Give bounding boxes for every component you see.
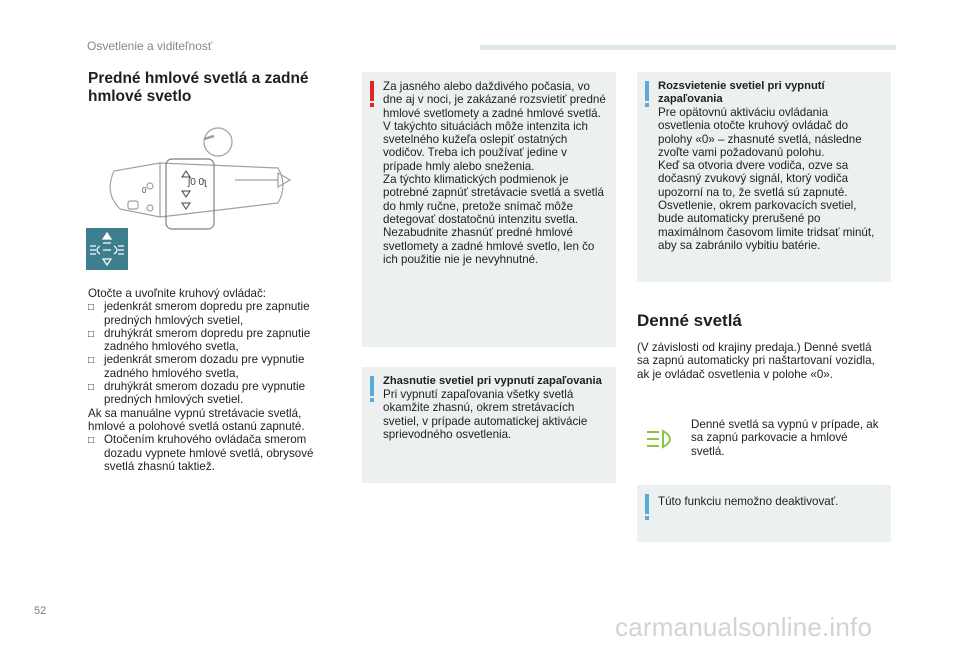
running-header: Osvetlenie a viditeľnosť (87, 39, 213, 53)
list-item: □ Otočením kruhového ovládača smerom dozadu vypnete hmlové svetlá, obrysové svetlá zhasnú taktiež. (88, 433, 314, 473)
svg-text:ʃ0 0ʅ: ʃ0 0ʅ (188, 177, 207, 188)
square-bullet-icon: □ (88, 355, 95, 367)
square-bullet-icon: □ (88, 302, 95, 314)
instructions-intro: Otočte a uvoľnite kruhový ovládač: (88, 287, 267, 300)
lighting-stalk-illustration (100, 113, 320, 243)
watermark: carmanualsonline.info (615, 612, 873, 642)
warning-icon (370, 81, 374, 101)
daytime-running-light-icon (645, 428, 679, 450)
instructions-text (88, 287, 338, 473)
warning-box (362, 72, 616, 347)
info-box-lights-on (637, 72, 891, 282)
info-box-title: Rozsvietenie svetiel pri vypnutí zapaľovania (658, 80, 825, 105)
list-item: □ druhýkrát smerom dopredu pre zapnutie zadného hmlového svetla, (88, 326, 311, 354)
warning-text-3: Nezabudnite zhasnúť predné hmlové svetlomety a zadné hmlové svetlo, len čo ich použitie nie je nevyhnutné. (383, 226, 595, 266)
list-item: □ druhýkrát smerom dozadu pre vypnutie predných hmlových svetiel. (88, 380, 306, 407)
warning-text-2: Za týchto klimatických podmienok je potrebné zapnúť stretávacie svetlá a svetlá do hmly ručne, pretože snímač môže detegovať dostatočnú intenzitu svetla. (383, 173, 604, 226)
info-box-text-3: Osvetlenie, okrem parkovacích svetiel, bude automaticky prerušené po maximálnom časovom limite tridsať minút, aby sa zabránilo vybitiu batérie. (658, 199, 875, 252)
info-icon (645, 494, 649, 514)
info-box-note (637, 485, 891, 542)
svg-text:0: 0 (142, 186, 147, 195)
section-title: Predné hmlové svetlá a zadné hmlové svetlo (88, 70, 309, 105)
drl-title: Denné svetlá (637, 311, 742, 330)
info-box-text-2: Keď sa otvoria dvere vodiča, ozve sa dočasný zvukový signál, ktorý vodiča upozorní na to, že svetlá sú zapnuté. (658, 159, 849, 199)
info-box-text: Pre opätovnú aktiváciu ovládania osvetlenia otočte kruhový ovládač do polohy «0» – zhasnuté svetlá, následne zvoľte vami požadovanú polohu. (658, 106, 862, 159)
drl-text: (V závislosti od krajiny predaja.) Denné svetlá sa zapnú automaticky pri naštartovaní vozidla, ak je ovládač osvetlenia v polohe «0». (637, 341, 875, 381)
list-item: □ jedenkrát smerom dozadu pre vypnutie zadného hmlového svetla, (88, 353, 305, 380)
page-number: 52 (34, 605, 47, 617)
square-bullet-icon: □ (88, 328, 95, 340)
info-box-text: Pri vypnutí zapaľovania všetky svetlá okamžite zhasnú, okrem stretávacích svetiel, v prípade automatickej aktivácie sprievodného osvetlenia. (383, 388, 588, 441)
square-bullet-icon: □ (88, 382, 95, 394)
header-bar (480, 45, 896, 50)
info-note-text: Túto funkciu nemožno deaktivovať. (658, 495, 839, 508)
fog-lamp-icon (86, 228, 128, 270)
list-item: □ jedenkrát smerom dopredu pre zapnutie predných hmlových svetiel, (88, 300, 310, 327)
square-bullet-icon: □ (88, 435, 95, 447)
drl-symbol-text: Denné svetlá sa vypnú v prípade, ak sa zapnú parkovacie a hmlové svetlá. (691, 418, 879, 458)
manual-note: Ak sa manuálne vypnú stretávacie svetlá, hmlové a polohové svetlá ostanú zapnuté. (88, 406, 305, 433)
info-box-title: Zhasnutie svetiel pri vypnutí zapaľovania (383, 375, 602, 387)
info-box-lights-off (362, 367, 616, 483)
info-icon (645, 81, 649, 101)
warning-text: Za jasného alebo daždivého počasia, vo dne aj v noci, je zakázané rozsvietiť predné hmlové svetlomety a zadné hmlové svetlá. V takýchto situáciách môže intenzita ich svetelného kužeľa oslepiť ostatných vodičov. Treba ich používať jedine v prípade hmly alebo sneženia. (383, 80, 606, 173)
info-icon (370, 376, 374, 396)
